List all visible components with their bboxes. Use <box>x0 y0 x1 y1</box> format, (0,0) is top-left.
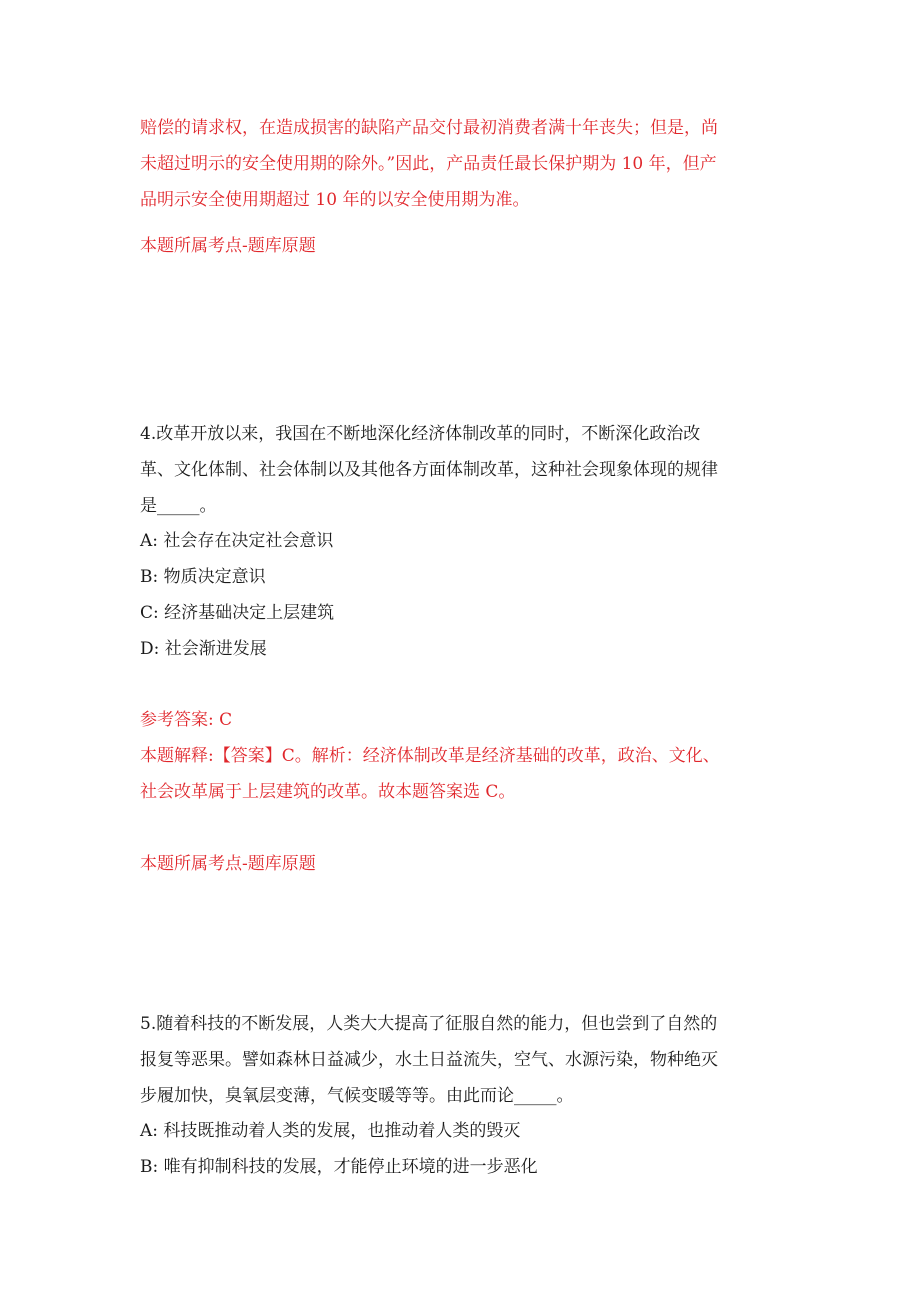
question-4-answer <box>140 702 780 738</box>
explanation-line: 未超过明示的安全使用期的除外。”因此，产品责任最长保护期为 10 年，但产 <box>140 154 717 174</box>
previous-kaodian <box>140 228 780 264</box>
stem-line: 步履加快，臭氧层变薄，气候变暖等等。由此而论_____。 <box>140 1086 574 1106</box>
question-5-options <box>140 1113 780 1185</box>
kaodian-label: 本题所属考点-题库原题 <box>140 854 316 874</box>
option-a: A: 科技既推动着人类的发展，也推动着人类的毁灭 <box>140 1121 521 1141</box>
option-d: D: 社会渐进发展 <box>140 639 267 659</box>
kaodian-label: 本题所属考点-题库原题 <box>140 236 316 256</box>
stem-line: 5.随着科技的不断发展，人类大大提高了征服自然的能力，但也尝到了自然的 <box>140 1014 718 1034</box>
previous-explanation <box>140 110 780 218</box>
question-4-explanation <box>140 738 780 810</box>
explanation-line: 品明示安全使用期超过 10 年的以安全使用期为准。 <box>140 190 530 210</box>
stem-line: 报复等恶果。譬如森林日益减少，水土日益流失，空气、水源污染，物种绝灭 <box>140 1050 718 1070</box>
question-4-stem <box>140 416 780 524</box>
question-4-options <box>140 523 780 667</box>
explanation-line: 赔偿的请求权，在造成损害的缺陷产品交付最初消费者满十年丧失；但是，尚 <box>140 118 718 138</box>
explanation-line: 社会改革属于上层建筑的改革。故本题答案选 C。 <box>140 782 516 802</box>
question-4-kaodian <box>140 846 780 882</box>
answer-label: 参考答案: C <box>140 710 233 730</box>
option-b: B: 物质决定意识 <box>140 567 266 587</box>
stem-line: 是_____。 <box>140 496 217 516</box>
option-b: B: 唯有抑制科技的发展，才能停止环境的进一步恶化 <box>140 1157 538 1177</box>
stem-line: 革、文化体制、社会体制以及其他各方面体制改革，这种社会现象体现的规律 <box>140 460 718 480</box>
option-a: A: 社会存在决定社会意识 <box>140 531 334 551</box>
explanation-line: 本题解释:【答案】C。解析：经济体制改革是经济基础的改革，政治、文化、 <box>140 746 720 766</box>
question-5-stem <box>140 1006 780 1114</box>
option-c: C: 经济基础决定上层建筑 <box>140 603 335 623</box>
stem-line: 4.改革开放以来，我国在不断地深化经济体制改革的同时，不断深化政治改 <box>140 424 701 444</box>
